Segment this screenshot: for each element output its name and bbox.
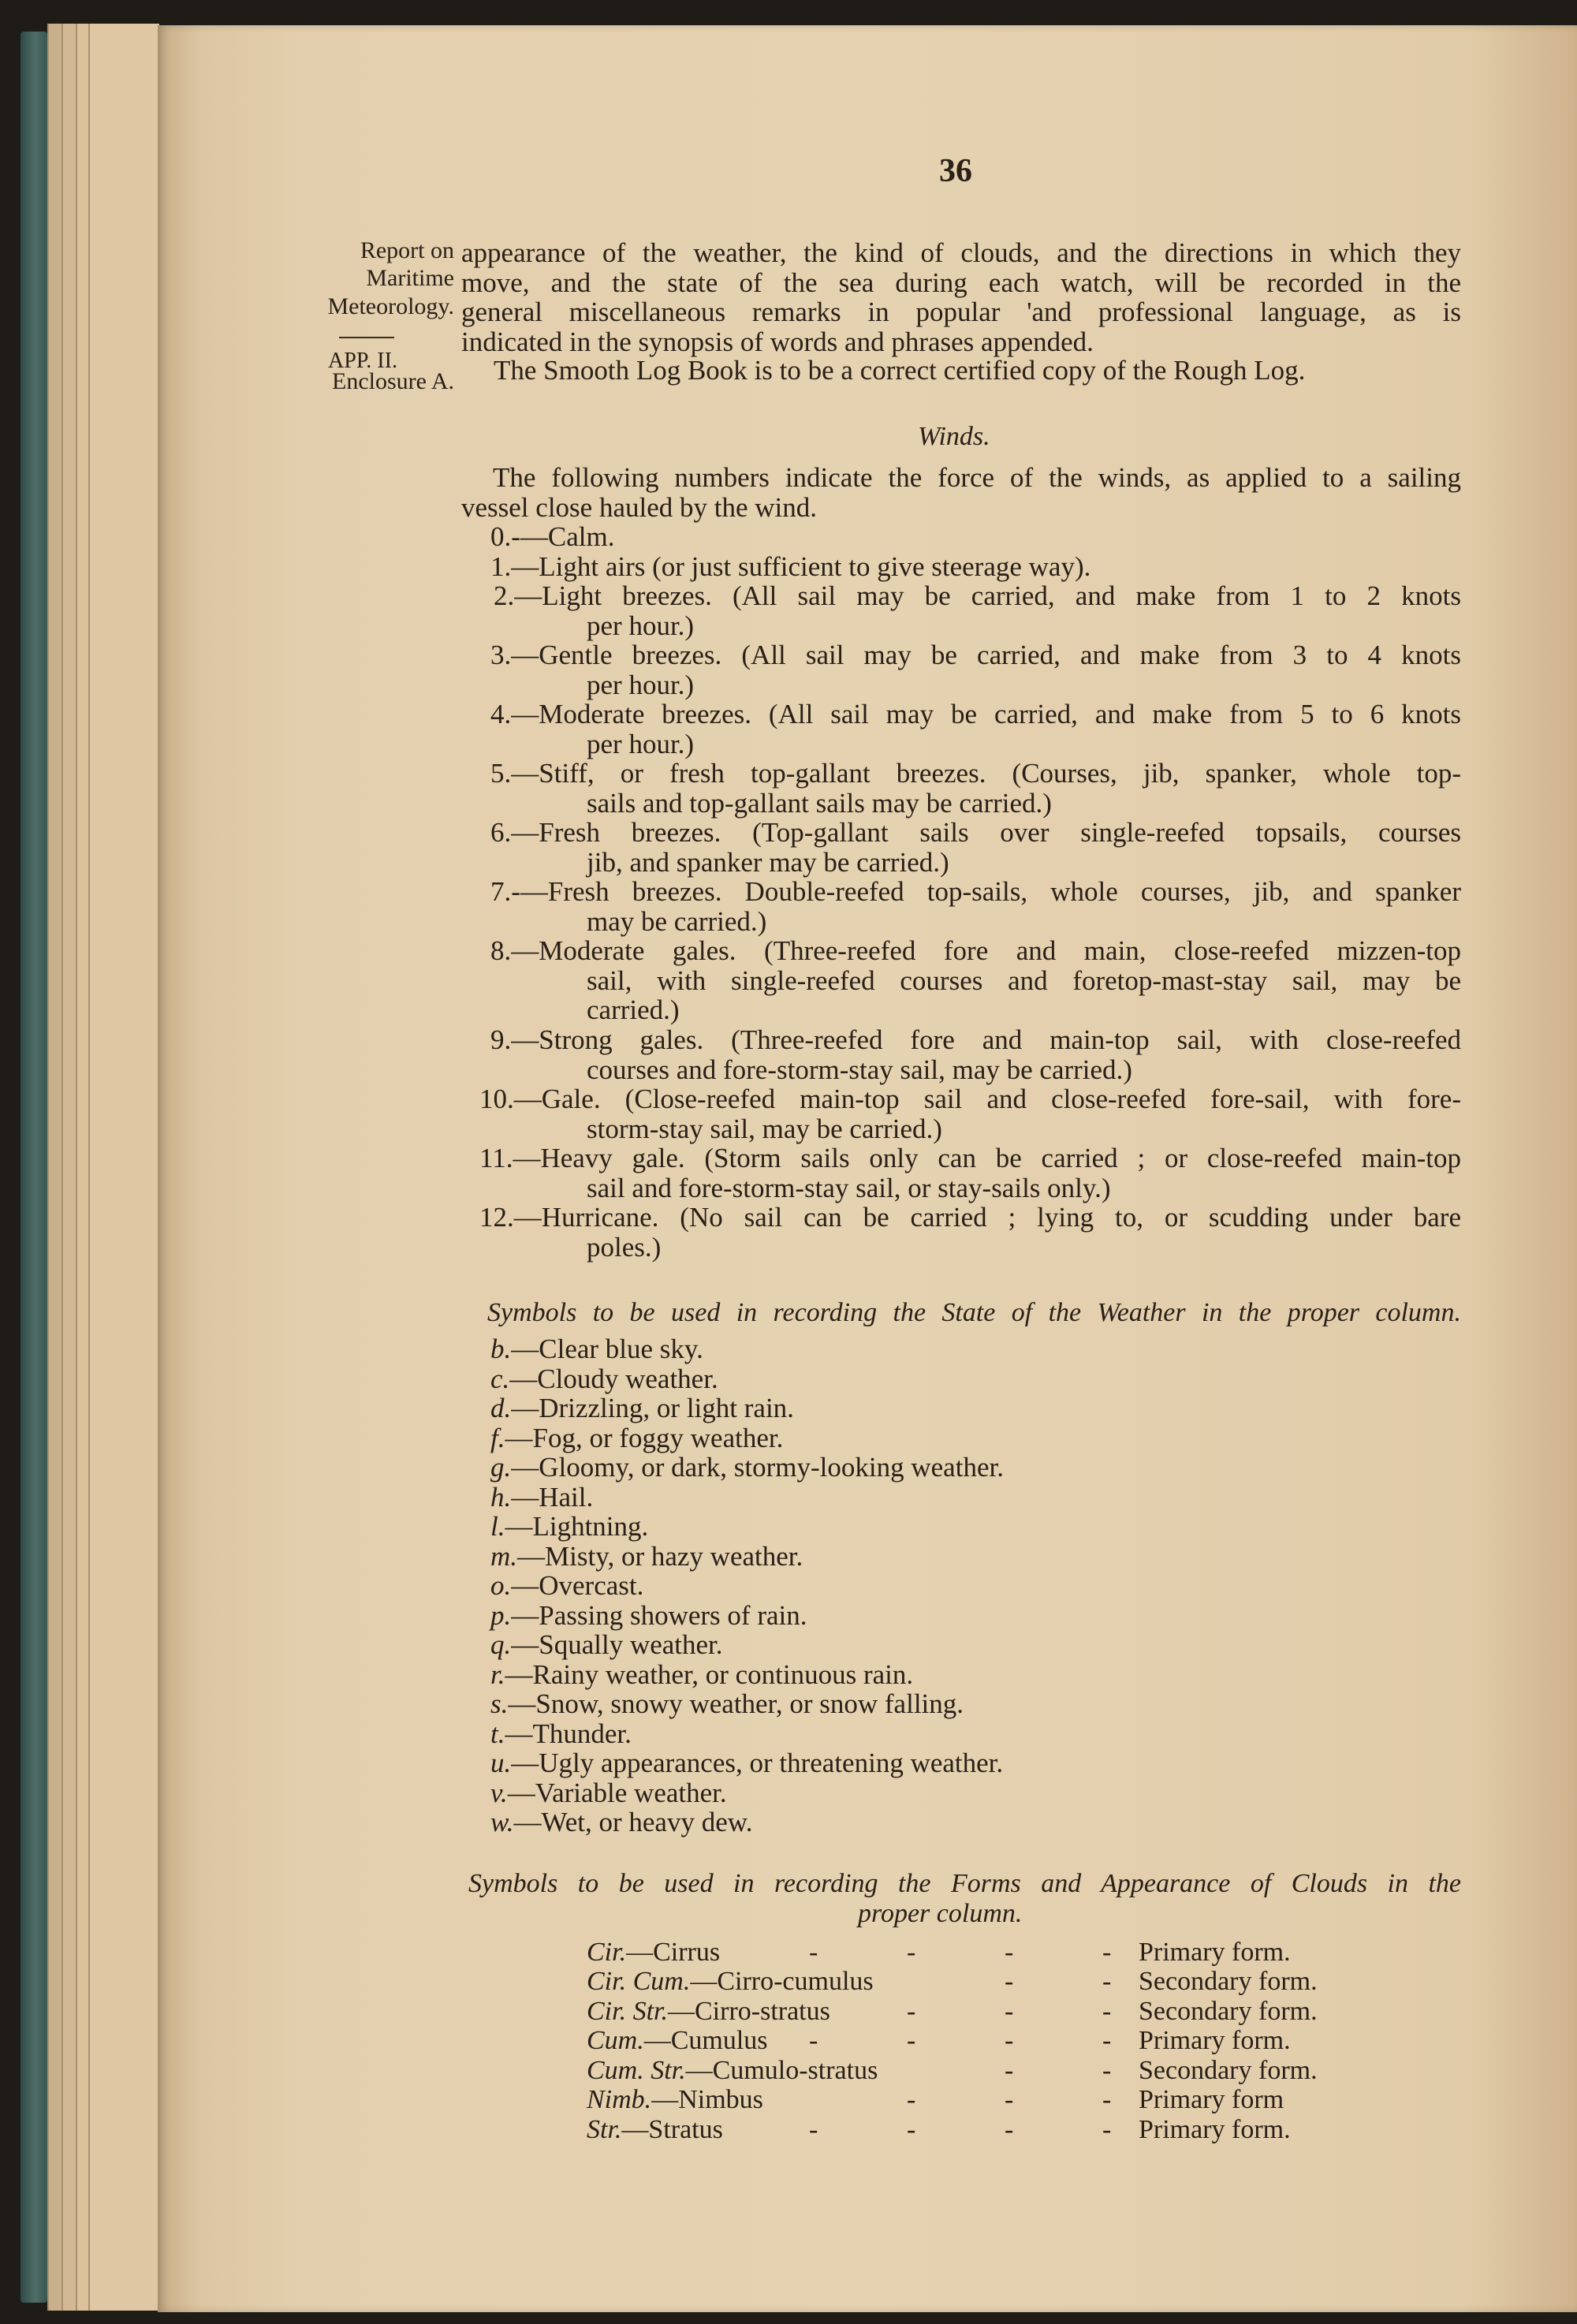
margin-rule (339, 337, 394, 338)
wind-force-line: 10.—Gale. (Close-reefed main-top sail and close-reefed fore-sail, with fore- (479, 1084, 1461, 1114)
wind-force-item (490, 522, 1475, 552)
weather-meaning: —Hail. (511, 1482, 594, 1513)
wind-force-item (490, 1025, 1461, 1084)
weather-symbol-item (490, 1512, 648, 1542)
wind-force-line: per hour.) (587, 669, 695, 700)
weather-symbol-item (490, 1334, 703, 1364)
wind-force-line: 7.-—Fresh breezes. Double-reefed top-sails, whole courses, jib, and spanker (490, 876, 1461, 907)
weather-meaning: —Drizzling, or light rain. (511, 1393, 794, 1423)
weather-symbol: d. (490, 1393, 512, 1423)
leader-dash: - (907, 2085, 916, 2114)
weather-meaning: —Rainy weather, or continuous rain. (505, 1659, 914, 1690)
cloud-symbols-heading-cont: proper column. (858, 1899, 1023, 1928)
weather-symbol: w. (490, 1807, 514, 1837)
leader-dash: - (809, 2115, 818, 2144)
wind-force-line: 3.—Gentle breezes. (All sail may be carried, and make from 3 to 4 knots (490, 640, 1461, 670)
weather-symbol: b. (490, 1334, 512, 1364)
page-stack (88, 24, 159, 2311)
leader-dash: - (1102, 1967, 1112, 1996)
wind-force-line: 12.—Hurricane. (No sail can be carried ; lying to, or scudding under bare (479, 1202, 1461, 1233)
weather-meaning: —Passing showers of rain. (511, 1600, 807, 1631)
weather-symbol-item (490, 1807, 753, 1837)
weather-symbol: r. (490, 1659, 505, 1690)
cloud-name: Str.—Stratus (587, 2115, 723, 2144)
book-cover-edge (21, 32, 47, 2303)
wind-force-line: 4.—Moderate breezes. (All sail may be carried, and make from 5 to 6 knots (490, 699, 1461, 729)
wind-force-line: poles.) (587, 1231, 662, 1263)
weather-symbol-item (490, 1660, 913, 1690)
weather-symbol-item (490, 1571, 643, 1601)
leader-dash: - (809, 2026, 818, 2055)
wind-force-item (479, 1143, 1461, 1203)
weather-symbol: c. (490, 1363, 510, 1394)
weather-symbol: h. (490, 1482, 512, 1513)
wind-force-line: 6.—Fresh breezes. (Top-gallant sails over single-reefed topsails, courses (490, 817, 1461, 848)
wind-force-line: carried.) (587, 994, 680, 1025)
intro-paragraph (461, 238, 1461, 356)
cloud-name: Nimb.—Nimbus (587, 2085, 763, 2114)
text-line: general miscellaneous remarks in popular 'and professional language, as is (461, 297, 1461, 327)
cloud-form: Primary form. (1139, 2026, 1291, 2055)
wind-force-line: 8.—Moderate gales. (Three-reefed fore and main, close-reefed mizzen-top (490, 935, 1461, 966)
wind-force-item (490, 936, 1461, 1025)
weather-symbol-item (490, 1630, 723, 1660)
leader-dash: - (907, 2026, 916, 2055)
weather-symbol: t. (490, 1718, 505, 1749)
text-line: appearance of the weather, the kind of clouds, and the directions in which they (461, 237, 1461, 268)
leader-dash: - (907, 2115, 916, 2144)
weather-symbol: l. (490, 1511, 505, 1542)
cloud-form: Primary form (1139, 2085, 1284, 2114)
weather-meaning: —Fog, or foggy weather. (505, 1423, 784, 1453)
weather-symbol: g. (490, 1452, 512, 1483)
cloud-form: Secondary form. (1139, 1997, 1318, 2026)
weather-meaning: —Clear blue sky. (511, 1334, 703, 1364)
winds-heading: Winds. (918, 422, 990, 451)
leader-dash: - (907, 1997, 916, 2026)
weather-symbol-item (490, 1542, 803, 1572)
leader-dash: - (809, 1938, 818, 1967)
wind-force-line: 1.—Light airs (or just sufficient to give steerage way). (490, 551, 1091, 582)
cloud-name: Cir. Cum.—Cirro-cumulus (587, 1967, 874, 1996)
text-line: The following numbers indicate the force of the winds, as applied to a sailing (493, 462, 1461, 493)
cloud-form: Secondary form. (1139, 1967, 1318, 1996)
cloud-form: Secondary form. (1139, 2056, 1318, 2085)
cloud-symbols-heading: Symbols to be used in recording the Forms and Appearance of Clouds in the (468, 1869, 1461, 1898)
cloud-name: Cum.—Cumulus (587, 2026, 768, 2055)
wind-force-item (479, 1084, 1461, 1143)
leader-dash: - (1102, 2026, 1112, 2055)
wind-force-item (490, 759, 1461, 818)
wind-force-item (479, 1203, 1461, 1262)
weather-symbol-item (490, 1423, 783, 1453)
wind-force-line: may be carried.) (587, 905, 767, 937)
wind-force-line: per hour.) (587, 728, 695, 759)
weather-symbol-item (490, 1778, 727, 1808)
wind-force-item (490, 699, 1461, 759)
weather-symbols-heading: Symbols to be used in recording the State of the Weather in the proper column. (487, 1298, 1461, 1327)
smooth-log-text: The Smooth Log Book is to be a correct certified copy of the Rough Log. (494, 355, 1306, 386)
weather-symbol: u. (490, 1748, 512, 1778)
leader-dash: - (1005, 1997, 1014, 2026)
weather-symbol: v. (490, 1778, 508, 1808)
wind-force-item (494, 581, 1461, 640)
leader-dash: - (907, 1938, 916, 1967)
leader-dash: - (1005, 2115, 1014, 2144)
wind-force-line: jib, and spanker may be carried.) (587, 846, 949, 878)
wind-force-line: 5.—Stiff, or fresh top-gallant breezes. (Courses, jib, spanker, whole top- (490, 758, 1461, 789)
wind-force-line: sail and fore-storm-stay sail, or stay-sails only.) (587, 1172, 1111, 1203)
cloud-name: Cir. Str.—Cirro-stratus (587, 1997, 830, 2026)
wind-force-line: 2.—Light breezes. (All sail may be carried, and make from 1 to 2 knots (494, 580, 1461, 611)
wind-force-line: courses and fore-storm-stay sail, may be carried.) (587, 1054, 1132, 1085)
weather-meaning: —Variable weather. (507, 1778, 727, 1808)
weather-symbol-item (490, 1393, 794, 1423)
weather-meaning: —Wet, or heavy dew. (513, 1807, 753, 1837)
weather-meaning: —Misty, or hazy weather. (517, 1541, 803, 1572)
weather-symbol-item (490, 1748, 1003, 1778)
wind-force-line: sail, with single-reefed courses and foretop-mast-stay sail, may be (587, 964, 1461, 996)
weather-meaning: —Lightning. (505, 1511, 649, 1542)
weather-symbol: o. (490, 1570, 512, 1601)
weather-symbol-item (490, 1453, 1004, 1483)
wind-force-line: sails and top-gallant sails may be carried.) (587, 787, 1052, 819)
text-line: move, and the state of the sea during each watch, will be recorded in the (461, 267, 1461, 298)
wind-force-line: 11.—Heavy gale. (Storm sails only can be carried ; or close-reefed main-top (479, 1143, 1461, 1173)
leader-dash: - (1005, 1967, 1014, 1996)
wind-force-line: storm-stay sail, may be carried.) (587, 1113, 942, 1144)
cloud-form: Primary form. (1139, 2115, 1291, 2144)
weather-symbol-item (490, 1483, 593, 1513)
leader-dash: - (1005, 2026, 1014, 2055)
weather-meaning: —Overcast. (511, 1570, 644, 1601)
winds-intro (461, 463, 1461, 522)
weather-meaning: —Squally weather. (511, 1629, 723, 1660)
weather-symbol-item (490, 1689, 964, 1719)
weather-symbol: p. (490, 1600, 512, 1631)
wind-force-line: 9.—Strong gales. (Three-reefed fore and main-top sail, with close-reefed (490, 1024, 1461, 1055)
weather-meaning: —Thunder. (505, 1718, 632, 1749)
wind-force-item (490, 877, 1461, 936)
cloud-name: Cum. Str.—Cumulo-stratus (587, 2056, 878, 2085)
wind-force-line: 0.-—Calm. (490, 521, 615, 552)
wind-force-item (490, 640, 1461, 699)
leader-dash: - (1005, 2085, 1014, 2114)
weather-symbol-item (490, 1719, 632, 1749)
leader-dash: - (1102, 1997, 1112, 2026)
leader-dash: - (1005, 2056, 1014, 2085)
text-line: indicated in the synopsis of words and phrases appended. (461, 326, 1094, 357)
text-line: vessel close hauled by the wind. (461, 491, 818, 523)
weather-meaning: —Snow, snowy weather, or snow falling. (508, 1688, 964, 1719)
weather-symbol: q. (490, 1629, 512, 1660)
leader-dash: - (1005, 1938, 1014, 1967)
weather-symbol: m. (490, 1541, 518, 1572)
margin-app: APP. II. (328, 349, 397, 373)
cloud-name: Cir.—Cirrus (587, 1938, 721, 1967)
cloud-form: Primary form. (1139, 1938, 1291, 1967)
weather-symbol: f. (490, 1423, 505, 1453)
margin-line: Report on (360, 237, 454, 263)
margin-enclosure: Enclosure A. (332, 368, 454, 394)
margin-line: Maritime (366, 265, 454, 291)
leader-dash: - (1102, 2115, 1112, 2144)
leader-dash: - (1102, 1938, 1112, 1967)
weather-meaning: —Ugly appearances, or threatening weather. (511, 1748, 1004, 1778)
leader-dash: - (1102, 2056, 1112, 2085)
wind-force-item (490, 818, 1461, 877)
margin-line: Meteorology. (327, 293, 454, 319)
wind-force-item (490, 552, 1475, 582)
wind-force-line: per hour.) (587, 610, 695, 641)
weather-meaning: —Gloomy, or dark, stormy-looking weather. (511, 1452, 1004, 1483)
weather-symbol: s. (490, 1688, 509, 1719)
weather-symbol-item (490, 1601, 807, 1631)
weather-meaning: —Cloudy weather. (509, 1363, 718, 1394)
page-number: 36 (939, 153, 972, 189)
leader-dash: - (1102, 2085, 1112, 2114)
weather-symbol-item (490, 1364, 718, 1394)
